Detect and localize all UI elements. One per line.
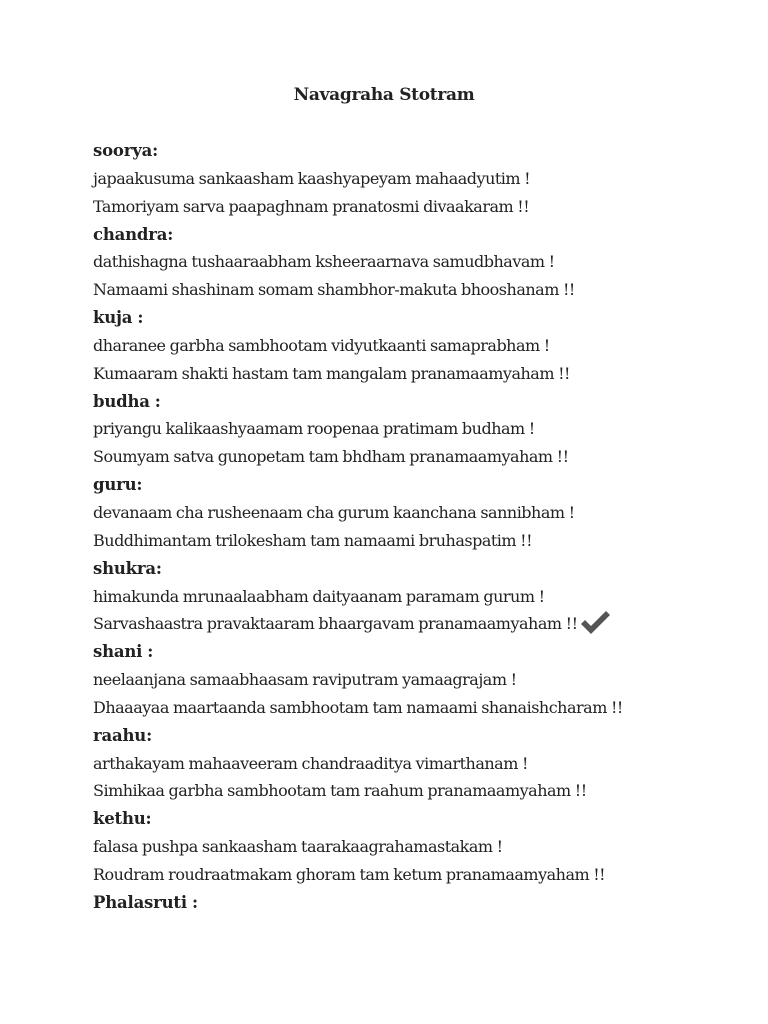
verse-line: Tamoriyam sarva paapaghnam pranatosmi divaakaram !! (93, 196, 530, 216)
page-title: Navagraha Stotram (293, 85, 475, 105)
section-heading-shani: shani : (93, 642, 154, 662)
verse-line: neelaanjana samaabhaasam raviputram yamaagrajam ! (93, 670, 517, 690)
verse-line-text: Sarvashaastra pravaktaaram bhaargavam pranamaamyaham !! (93, 614, 578, 634)
checkmark-icon[interactable] (579, 609, 611, 637)
verse-line: himakunda mrunaalaabham daityaanam paramam gurum ! (93, 586, 545, 606)
verse-line: Simhikaa garbha sambhootam tam raahum pranamaamyaham !! (93, 781, 587, 801)
section-heading-raahu: raahu: (93, 725, 152, 745)
section-heading-kethu: kethu: (93, 809, 152, 829)
verse-line: Roudram roudraatmakam ghoram tam ketum pranamaamyaham !! (93, 864, 606, 884)
verse-line: dathishagna tushaaraabham ksheeraarnava samudbhavam ! (93, 252, 555, 272)
verse-line: Kumaaram shakti hastam tam mangalam pranamaamyaham !! (93, 363, 570, 383)
verse-line: dharanee garbha sambhootam vidyutkaanti samaprabham ! (93, 335, 550, 355)
verse-line: Dhaaayaa maartaanda sambhootam tam namaami shanaishcharam !! (93, 697, 623, 717)
verse-line: Soumyam satva gunopetam tam bhdham pranamaamyaham !! (93, 447, 569, 467)
verse-line: arthakayam mahaaveeram chandraaditya vimarthanam ! (93, 753, 528, 773)
section-heading-guru: guru: (93, 475, 143, 495)
verse-line: devanaam cha rusheenaam cha gurum kaanchana sannibham ! (93, 502, 575, 522)
section-heading-chandra: chandra: (93, 224, 174, 244)
verse-line: japaakusuma sankaasham kaashyapeyam mahaadyutim ! (93, 168, 531, 188)
section-heading-soorya: soorya: (93, 141, 158, 160)
stotram-body (93, 137, 733, 917)
verse-line-with-check (93, 610, 733, 638)
verse-line: Namaami shashinam somam shambhor-makuta bhooshanam !! (93, 280, 575, 300)
verse-line: Buddhimantam trilokesham tam namaami bruhaspatim !! (93, 530, 533, 550)
verse-line: falasa pushpa sankaasham taarakaagrahamastakam ! (93, 837, 503, 857)
verse-line: priyangu kalikaashyaamam roopenaa pratimam budham ! (93, 419, 535, 439)
section-heading-budha: budha : (93, 391, 161, 411)
section-heading-kuja: kuja : (93, 308, 144, 328)
section-heading-shukra: shukra: (93, 558, 162, 578)
section-heading-phalasruti: Phalasruti : (93, 892, 198, 912)
